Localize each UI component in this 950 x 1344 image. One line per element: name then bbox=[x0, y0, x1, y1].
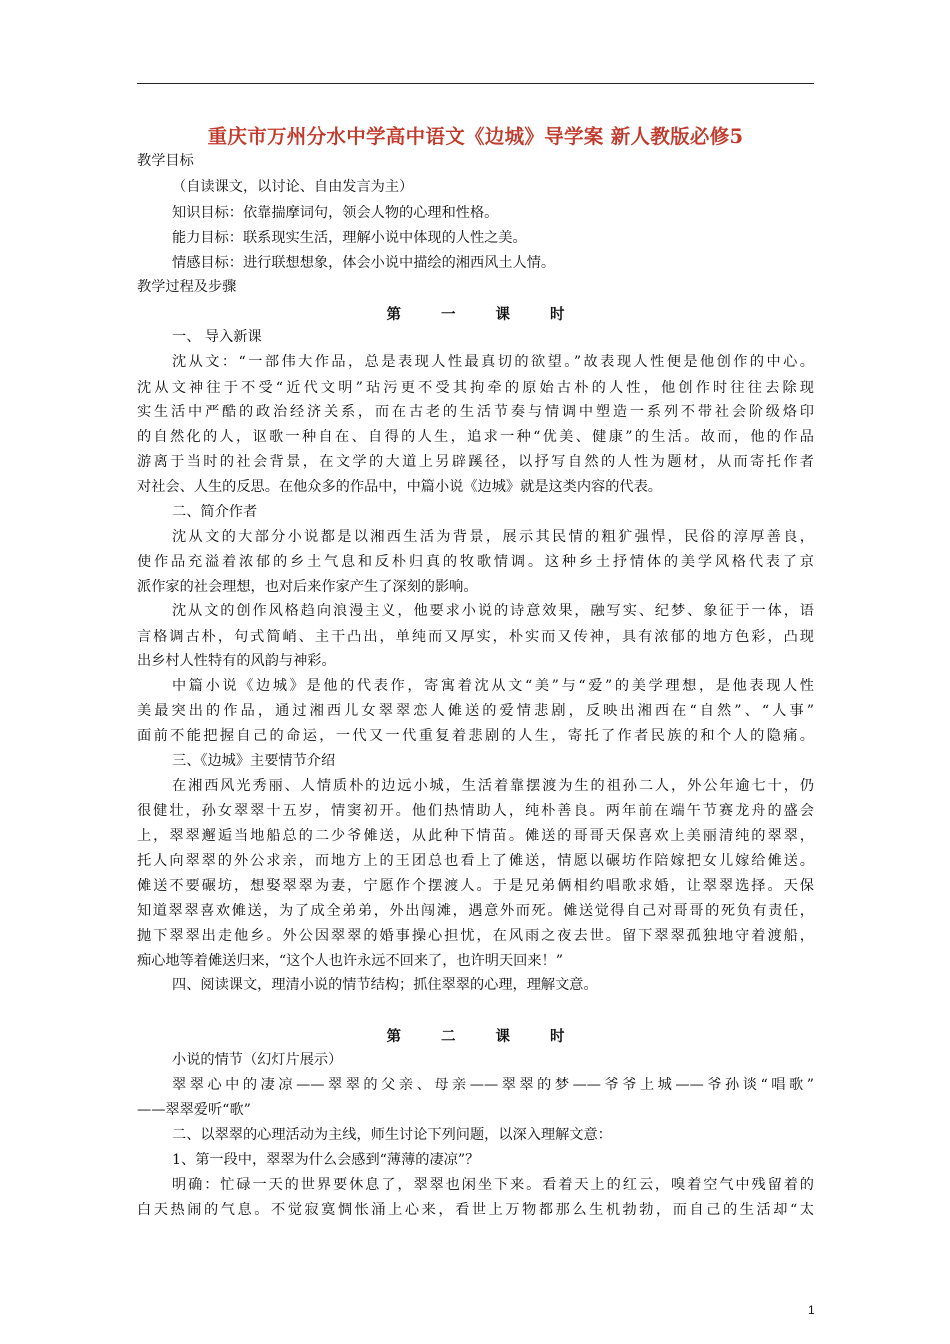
subheading: 二、以翠翠的心理活动为主线，师生讨论下列问题，以深入理解文意： bbox=[172, 1127, 612, 1143]
lesson-heading: 第一课时 bbox=[386, 306, 605, 323]
paragraph-line: 知道翠翠喜欢傩送，为了成全弟弟，外出闯滩，遇意外而死。傩送觉得自己对哥哥的死负有责任， bbox=[137, 903, 814, 919]
paragraph-line: 使作品充溢着浓郁的乡土气息和反朴归真的牧歌情调。这种乡土抒情体的美学风格代表了京 bbox=[137, 554, 814, 570]
text-line: 情感目标：进行联想想象，体会小说中描绘的湘西风土人情。 bbox=[172, 255, 556, 271]
paragraph-line: 痴心地等着傩送归来，“这个人也许永远不回来了，也许明天回来！” bbox=[137, 953, 563, 969]
subheading: 四、阅读课文，理清小说的情节结构；抓住翠翠的心理，理解文意。 bbox=[172, 977, 598, 993]
paragraph-line: 沈从文神往于不受“近代文明”玷污更不受其拘牵的原始古朴的人性，他创作时往往去除现 bbox=[137, 380, 814, 396]
subheading: 三、《边城》主要情节介绍 bbox=[172, 753, 336, 769]
text-line: 能力目标：联系现实生活，理解小说中体现的人性之美。 bbox=[172, 230, 527, 246]
section-label: 教学过程及步骤 bbox=[137, 279, 237, 295]
paragraph-line: 沈从文的创作风格趋向浪漫主义，他要求小说的诗意效果，融写实、纪梦、象征于一体，语 bbox=[172, 603, 814, 619]
subheading: 小说的情节（幻灯片展示） bbox=[172, 1052, 343, 1068]
question-line: 1、第一段中，翠翠为什么会感到“薄薄的凄凉”？ bbox=[172, 1152, 480, 1168]
header-rule bbox=[137, 83, 814, 84]
paragraph-line: 言格调古朴，句式简峭、主干凸出，单纯而又厚实，朴实而又传神，具有浓郁的地方色彩，凸现 bbox=[137, 629, 814, 645]
paragraph-line: 美最突出的作品，通过湘西儿女翠翠恋人傩送的爱情悲剧，反映出湘西在“自然”、“人事” bbox=[137, 703, 814, 719]
paragraph-line: 面前不能把握自己的命运，一代又一代重复着悲剧的人生，寄托了作者民族的和个人的隐痛。 bbox=[137, 728, 814, 744]
paragraph-line: 实生活中严酷的政治经济关系，而在古老的生活节奏与情调中塑造一系列不带社会阶级烙印 bbox=[137, 404, 814, 420]
page-number: 1 bbox=[808, 1303, 815, 1317]
paragraph-line: 翠翠心中的凄凉——翠翠的父亲、母亲——翠翠的梦——爷爷上城——爷孙谈“唱歌” bbox=[172, 1077, 814, 1093]
lesson-heading: 第二课时 bbox=[386, 1028, 605, 1045]
section-label: 教学目标 bbox=[137, 153, 194, 169]
paragraph-line: ——翠翠爱听“歌” bbox=[137, 1102, 251, 1118]
paragraph-line: 出乡村人性特有的风韵与神彩。 bbox=[137, 653, 336, 669]
paragraph-line: 中篇小说《边城》是他的代表作，寄寓着沈从文“美”与“爱”的美学理想，是他表现人性 bbox=[172, 678, 814, 694]
paragraph-line: 抛下翠翠出走他乡。外公因翠翠的婚事操心担忧，在风雨之夜去世。留下翠翠孤独地守着渡船， bbox=[137, 928, 814, 944]
paragraph-line: 托人向翠翠的外公求亲，而地方上的王团总也看上了傩送，情愿以碾坊作陪嫁把女儿嫁给傩送。 bbox=[137, 853, 814, 869]
subheading: 二、简介作者 bbox=[172, 504, 258, 520]
paragraph-line: 白天热闹的气息。不觉寂寞惆怅涌上心来，看世上万物都那么生机勃勃，而自己的生活却“太 bbox=[137, 1202, 814, 1218]
paragraph-line: 的自然化的人，讴歌一种自在、自得的人生，追求一种“优美、健康”的生活。故而，他的作品 bbox=[137, 429, 814, 445]
paragraph-line: 派作家的社会理想，也对后来作家产生了深刻的影响。 bbox=[137, 579, 478, 595]
paragraph-line: 上，翠翠邂逅当地船总的二少爷傩送，从此种下情苗。傩送的哥哥天保喜欢上美丽清纯的翠翠， bbox=[137, 828, 814, 844]
paragraph-line: 很健壮，孙女翠翠十五岁，情窦初开。他们热情助人，纯朴善良。两年前在端午节赛龙舟的盛会 bbox=[137, 803, 814, 819]
document-title: 重庆市万州分水中学高中语文《边城》导学案 新人教版必修5 bbox=[207, 125, 744, 148]
text-line: 知识目标：依靠揣摩词句，领会人物的心理和性格。 bbox=[172, 205, 499, 221]
paragraph-line: 游离于当时的社会背景，在文学的大道上另辟蹊径，以抒写自然的人性为题材，从而寄托作者 bbox=[137, 454, 814, 470]
paragraph-line: 沈从文的大部分小说都是以湘西生活为背景，展示其民情的粗犷强悍，民俗的淳厚善良， bbox=[172, 529, 814, 545]
paragraph-line: 傩送不要碾坊，想娶翠翠为妻，宁愿作个摆渡人。于是兄弟俩相约唱歌求婚，让翠翠选择。天保 bbox=[137, 878, 814, 894]
subheading: 一、 导入新课 bbox=[172, 329, 262, 345]
paragraph-line: 沈从文：“一部伟大作品，总是表现人性最真切的欲望。”故表现人性便是他创作的中心。 bbox=[172, 354, 814, 370]
paragraph-line: 对社会、人生的反思。在他众多的作品中，中篇小说《边城》就是这类内容的代表。 bbox=[137, 479, 662, 495]
paragraph-line: 明确：忙碌一天的世界要休息了，翠翠也闲坐下来。看着天上的红云，嗅着空气中残留着的 bbox=[172, 1177, 814, 1193]
paragraph-line: 在湘西风光秀丽、人情质朴的边远小城，生活着靠摆渡为生的祖孙二人，外公年逾七十，仍 bbox=[172, 778, 814, 794]
text-line: （自读课文，以讨论、自由发言为主） bbox=[172, 179, 414, 195]
